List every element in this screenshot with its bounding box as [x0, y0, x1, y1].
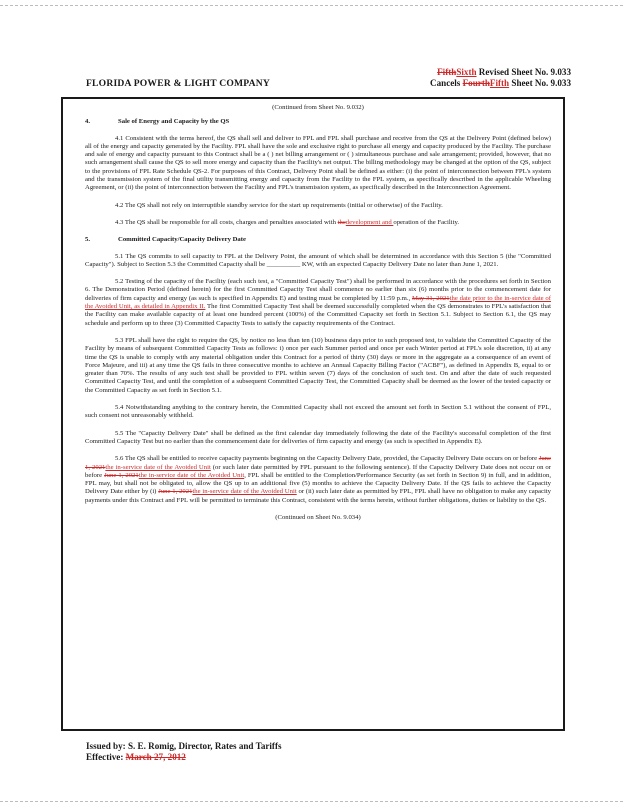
- scan-edge-bottom: [0, 801, 623, 803]
- section-5-heading: [85, 236, 551, 244]
- company-name: FLORIDA POWER & LIGHT COMPANY: [86, 78, 271, 89]
- paragraph-5-6: [85, 455, 551, 505]
- p56-inserted-2: the in-service date of the Avoided Unit: [138, 471, 245, 479]
- p52-text-b: The first Committed Capacity Test shall be deemed successfully completed when the QS demonstrates to FPL's satisfaction that the Facility can make available capacity of at least one hundred percent (100%) of the Committed Capacity set forth in Section 5.1. Subject to Section 6.1, the QS may schedule and perform up to three (3) Committed Capacity Tests to satisfy the capacity requirements of the Contract.: [85, 303, 551, 327]
- p56-text-d: or (ii) such later date as permitted by FPL, FPL shall have no obligation to make any capacity payments under this Contract and FPL will be permitted to terminate this Contract, consistent with the terms herein, without further obligations, duties or liability to the QS.: [85, 488, 551, 504]
- p43-inserted: development and: [345, 218, 394, 226]
- cancels-deleted: Fourth: [462, 78, 490, 88]
- p56-deleted-1: June 1, 2021: [85, 455, 551, 471]
- effective-date: March 27, 2012: [125, 752, 186, 762]
- p56-text-c: , FPL shall be entitled to the Completion/Performance Security (as set forth in Section 9) in full, and in addition, FPL may, but shall not be obligated to, allow the QS up to an additional five (5) months to achieve the Capacity Delivery Date. If the QS fails to achieve the Capacity Delivery Date either by (i): [85, 471, 552, 496]
- section-5-number: 5.: [85, 236, 91, 244]
- p56-deleted-3: June 1, 2021: [158, 488, 193, 496]
- p43-deleted: the: [337, 218, 346, 226]
- revised-rest: Revised Sheet No. 9.033: [476, 67, 571, 77]
- cancels-rest: Sheet No. 9.033: [509, 78, 571, 88]
- cancels-sheet-line: [430, 78, 571, 89]
- paragraph-5-2: [85, 278, 551, 328]
- paragraph-4-3: [85, 219, 551, 227]
- footer-block: [86, 741, 282, 763]
- p56-inserted-3: the in-service date of the Avoided Unit: [192, 488, 297, 496]
- paragraph-5-3: 5.3 FPL shall have the right to require the QS, by notice no less than ten (10) business days prior to such proposed test, to validate the Committed Capacity of the Facility by means of subsequent Committed Capacity Tests as follows: i) once per each Summer period and once per each Winter period at FPL's sole discretion, ii) at any time the QS is unable to comply with any material obligation under this Contract for a period of thirty (30) days or more in the aggregate as a consequence of an event of Force Majeure, and iii) at any time the QS fails in three consecutive months to achieve an Annual Capacity Billing Factor ("ACBF"), as defined in Appendix B, equal to or greater than 70%. The results of any such test shall be provided to FPL within seven (7) days of the conclusion of such test. On and after the date of such requested Committed Capacity Test, and until the completion of a subsequent Committed Capacity Test, the Committed Capacity shall be deemed as the lower of the tested capacity or the Committed Capacity as set forth in Section 5.1.: [85, 336, 551, 394]
- section-4-heading: [85, 118, 551, 126]
- p56-inserted-1: the in-service date of the Avoided Unit: [105, 463, 211, 471]
- revised-sheet-line: [430, 67, 571, 78]
- paragraph-4-1: 4.1 Consistent with the terms hereof, the QS shall sell and deliver to FPL and FPL shall purchase and receive from the QS at the Delivery Point (defined below) all of the energy and capacity generated by the Facility. FPL shall have the sole and exclusive right to purchase all energy and capacity produced by the Facility. The purchase and sale of energy and capacity pursuant to this Contract shall be a ( ) net billing arrangement or ( ) simultaneous purchase and sale arrangement; provided, however, that no such arrangement shall cause the QS to sell more energy and capacity than the Facility's net output. The billing methodology may be changed at the option of the QS, subject to the provisions of FPL Rate Schedule QS-2. For purposes of this Contract, Delivery Point shall be defined as either: (i) the point of interconnection between FPL's system and the transmission system of the final utility transmitting energy and capacity from the Facility to the FPL system, as specifically described in the applicable Wheeling Agreement, or (ii) the point of interconnection between the Facility and FPL's transmission system, as specifically described in the Interconnection Agreement.: [85, 134, 551, 192]
- p43-text-b: operation of the Facility.: [393, 218, 460, 226]
- p52-inserted: the date prior to the in-service date of the Avoided Unit, as detailed in Appendix II.: [85, 294, 551, 311]
- paragraph-5-4: 5.4 Notwithstanding anything to the contrary herein, the Committed Capacity shall not exceed the amount set forth in Section 5.1 without the consent of FPL, such consent not unreasonably withheld.: [85, 404, 551, 420]
- paragraph-5-5: 5.5 The "Capacity Delivery Date" shall be defined as the first calendar day immediately following the date of the Facility's successful completion of the first Committed Capacity Test but no earlier than the commencement date for deliveries of firm capacity and energy (as such is specified in Appendix E).: [85, 429, 551, 445]
- section-4-title: Sale of Energy and Capacity by the QS: [118, 118, 230, 126]
- continued-on: (Continued on Sheet No. 9.034): [275, 513, 361, 521]
- p52-text-a: 5.2 Testing of the capacity of the Facility (each such test, a "Committed Capacity Test") shall be performed in accordance with the procedures set forth in Section 6. The Demonstration Period (defined herein) for the first Committed Capacity Test shall commence no earlier than six (6) months prior to the commencement date for deliveries of firm capacity and energy (as such is specified in Appendix E) and testing must be completed by 11:59 p.m.,: [85, 278, 551, 302]
- continued-from: (Continued from Sheet No. 9.032): [272, 104, 364, 111]
- p56-deleted-2: June 1, 2021: [104, 471, 139, 479]
- issued-by: Issued by: S. E. Romig, Director, Rates and Tariffs: [86, 741, 282, 751]
- effective-label: Effective:: [86, 752, 126, 762]
- scan-edge-top: [0, 5, 623, 7]
- revised-deleted: Fifth: [437, 67, 457, 77]
- cancels-inserted: Fifth: [489, 78, 510, 88]
- paragraph-5-1: 5.1 The QS commits to sell capacity to FPL at the Delivery Point, the amount of which shall be determined in accordance with this Section 5 (the "Committed Capacity"). Subject to Section 5.3 the Committed Capacity shall be __________ KW, with an expected Capacity Delivery Date no later than June 1, 2021.: [85, 252, 551, 268]
- revised-inserted: Sixth: [456, 67, 477, 77]
- effective-line: [86, 752, 282, 763]
- document-body: [85, 104, 551, 522]
- section-4-number: 4.: [85, 118, 91, 126]
- p43-text-a: 4.3 The QS shall be responsible for all costs, charges and penalties associated with: [115, 218, 338, 226]
- p56-text-a: 5.6 The QS shall be entitled to receive capacity payments beginning on the Capacity Delivery Date, provided, the Capacity Delivery Date occurs on or before: [115, 455, 539, 463]
- p56-text-b: (or such later date permitted by FPL pursuant to the following sentence). If the Capacity Delivery Date does not occur on or before: [85, 463, 552, 479]
- p52-deleted: May 31, 2021: [412, 294, 450, 302]
- section-5-title: Committed Capacity/Capacity Delivery Date: [118, 236, 246, 244]
- sheet-info: [430, 67, 571, 89]
- paragraph-4-2: 4.2 The QS shall not rely on interruptible standby service for the start up requirements (initial or otherwise) of the Facility.: [115, 201, 443, 209]
- cancels-prefix: Cancels: [430, 78, 463, 88]
